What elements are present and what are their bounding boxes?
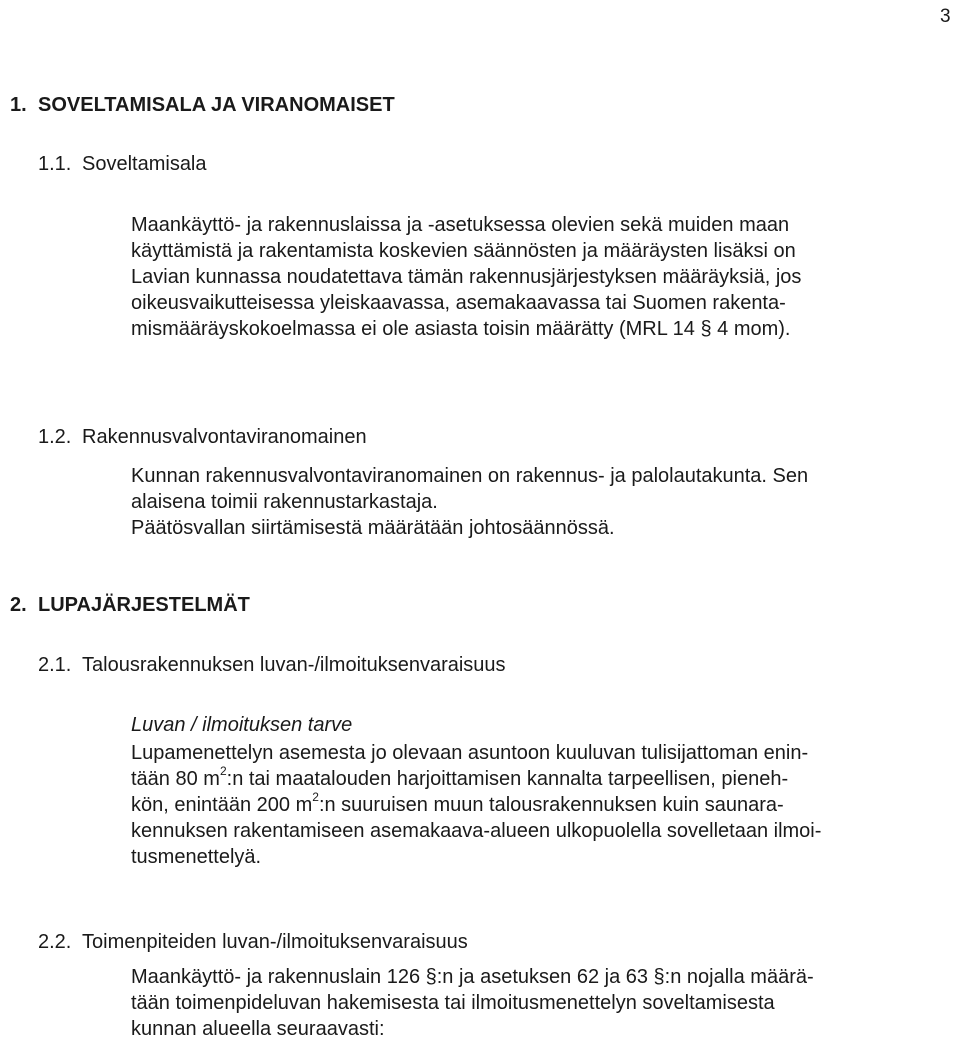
section-1-2-paragraph <box>131 463 808 541</box>
paragraph-line: Lavian kunnassa noudatettava tämän rakennusjärjestyksen määräyksiä, jos <box>131 266 802 288</box>
section-number: 1. <box>10 94 27 116</box>
section-number: 1.1. <box>38 153 72 175</box>
text-fragment: kön, enintään 200 m <box>131 794 313 816</box>
section-title: Soveltamisala <box>82 153 207 175</box>
superscript: 2 <box>219 764 227 779</box>
text-fragment: tään 80 m <box>131 768 220 790</box>
paragraph-line: alaisena toimii rakennustarkastaja. <box>131 491 438 513</box>
paragraph-line: tään toimenpideluvan hakemisesta tai ilmoitusmenettelyn soveltamisesta <box>131 992 775 1014</box>
paragraph-line: käyttämistä ja rakentamista koskevien säännösten ja määräysten lisäksi on <box>131 240 796 262</box>
section-title: LUPAJÄRJESTELMÄT <box>38 594 250 616</box>
text-fragment: :n tai maatalouden harjoittamisen kannalta tarpeellisen, pieneh- <box>226 768 789 790</box>
section-title: Talousrakennuksen luvan-/ilmoituksenvaraisuus <box>82 654 506 676</box>
paragraph-line: kennuksen rakentamiseen asemakaava-alueen ulkopuolella sovelletaan ilmoi- <box>131 820 822 842</box>
section-2-1-heading <box>38 654 506 677</box>
section-number: 2. <box>10 594 27 616</box>
section-1-1-paragraph <box>131 212 801 342</box>
text-fragment: :n suuruisen muun talousrakennuksen kuin saunara- <box>318 794 784 816</box>
section-2-2-heading <box>38 931 468 954</box>
subheading: Luvan / ilmoituksen tarve <box>131 714 353 736</box>
section-title: Toimenpiteiden luvan-/ilmoituksenvaraisuus <box>82 931 468 953</box>
section-number: 2.1. <box>38 654 72 676</box>
superscript: 2 <box>312 790 319 805</box>
section-number: 1.2. <box>38 426 72 448</box>
section-1-2-heading <box>38 426 367 449</box>
paragraph-line: Päätösvallan siirtämisestä määrätään johtosäännössä. <box>131 517 615 539</box>
section-1-1-heading <box>38 153 207 176</box>
paragraph-line: oikeusvaikutteisessa yleiskaavassa, asemakaavassa tai Suomen rakenta- <box>131 292 786 314</box>
paragraph-line: tusmenettelyä. <box>131 846 262 868</box>
page-number: 3 <box>940 6 951 27</box>
paragraph-line: Kunnan rakennusvalvontaviranomainen on rakennus- ja palolautakunta. Sen <box>131 465 809 487</box>
paragraph-line <box>131 792 821 818</box>
section-1-heading <box>10 94 395 117</box>
paragraph-line: mismääräyskokoelmassa ei ole asiasta toisin määrätty (MRL 14 § 4 mom). <box>131 318 791 340</box>
section-title: Rakennusvalvontaviranomainen <box>82 426 367 448</box>
section-title: SOVELTAMISALA JA VIRANOMAISET <box>38 94 395 116</box>
paragraph-line: kunnan alueella seuraavasti: <box>131 1018 385 1040</box>
paragraph-line: Maankäyttö- ja rakennuslaissa ja -asetuksessa olevien sekä muiden maan <box>131 214 790 236</box>
paragraph-line <box>131 766 821 792</box>
paragraph-line: Lupamenettelyn asemesta jo olevaan asuntoon kuuluvan tulisijattoman enin- <box>131 742 809 764</box>
section-2-1-paragraph <box>131 740 821 870</box>
section-2-2-paragraph <box>131 964 814 1042</box>
section-number: 2.2. <box>38 931 72 953</box>
paragraph-line: Maankäyttö- ja rakennuslain 126 §:n ja asetuksen 62 ja 63 §:n nojalla määrä- <box>131 966 814 988</box>
section-2-heading <box>10 594 250 617</box>
